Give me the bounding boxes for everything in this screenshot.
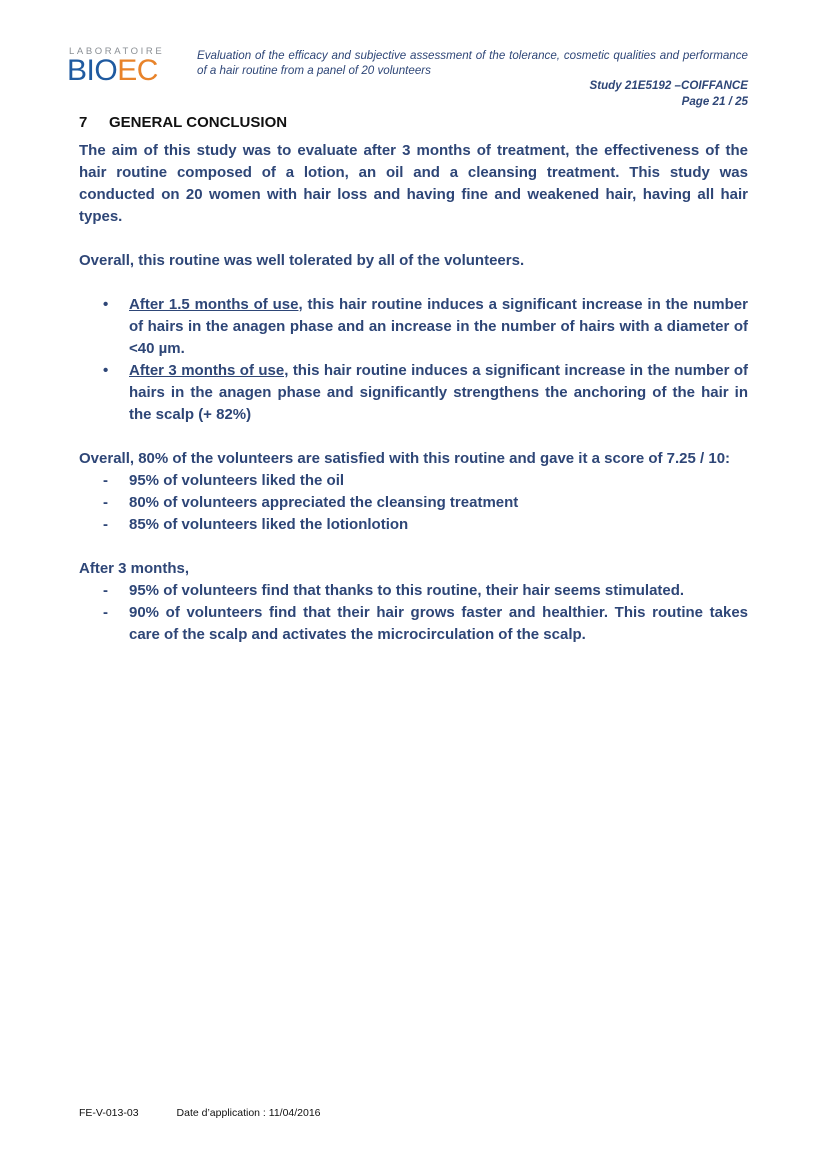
list-item: - 80% of volunteers appreciated the cleansing treatment <box>79 492 748 514</box>
list-item: - 85% of volunteers liked the lotionlotion <box>79 514 748 536</box>
document-header-title: Evaluation of the efficacy and subjective assessment of the tolerance, cosmetic qualities and performance of a hair routine from a panel of 20 volunteers <box>197 49 748 77</box>
list-item: - 90% of volunteers find that their hair grows faster and healthier. This routine takes care of the scalp and activates the microcirculation of the scalp. <box>79 602 748 646</box>
section-heading <box>79 114 287 131</box>
bullet-lead: After 1.5 months of use <box>129 296 299 313</box>
results-bullet-list <box>79 294 748 426</box>
list-item <box>79 294 748 360</box>
application-date: Date d’application : 11/04/2016 <box>176 1107 321 1119</box>
logo-laboratoire-text: LABORATOIRE <box>69 46 165 57</box>
after-three-months-heading: After 3 months, <box>79 560 190 577</box>
form-code: FE-V-013-03 <box>79 1107 139 1119</box>
page-footer <box>79 1107 321 1119</box>
intro-paragraph: The aim of this study was to evaluate after 3 months of treatment, the effectiveness of the hair routine composed of a lotion, an oil and a cleansing treatment. This study was conducted on 20 women with hair loss and having fine and weakened hair, having all hair types. <box>79 142 748 225</box>
bullet-lead: After 3 months of use, <box>129 362 289 379</box>
study-reference: Study 21E5192 –COIFFANCE <box>589 79 748 92</box>
satisfaction-paragraph: Overall, 80% of the volunteers are satisfied with this routine and gave it a score of 7.25 / 10: <box>79 450 731 467</box>
after-three-months-list <box>79 580 748 646</box>
bullet-text: this hair routine induces a significant increase in the number of hairs in the anagen phase and significantly strengthens the anchoring of the hair in the scalp (+ 82%) <box>129 362 748 423</box>
logo-wordmark: BIOEC <box>67 54 158 87</box>
list-item: - 95% of volunteers find that thanks to this routine, their hair seems stimulated. <box>79 580 748 602</box>
section-title: GENERAL CONCLUSION <box>109 114 288 131</box>
list-item <box>79 360 748 426</box>
satisfaction-list <box>79 470 748 536</box>
list-item: - 95% of volunteers liked the oil <box>79 470 748 492</box>
tolerance-paragraph: Overall, this routine was well tolerated by all of the volunteers. <box>79 252 525 269</box>
bioec-logo <box>67 46 173 90</box>
conclusion-body <box>79 140 748 646</box>
section-number: 7 <box>79 114 88 131</box>
bullet-text: , this hair routine induces a significant increase in the number of hairs in the anagen phase and an increase in the number of hairs with a diameter of <40 µm. <box>129 296 748 357</box>
page-number: Page 21 / 25 <box>681 95 748 108</box>
